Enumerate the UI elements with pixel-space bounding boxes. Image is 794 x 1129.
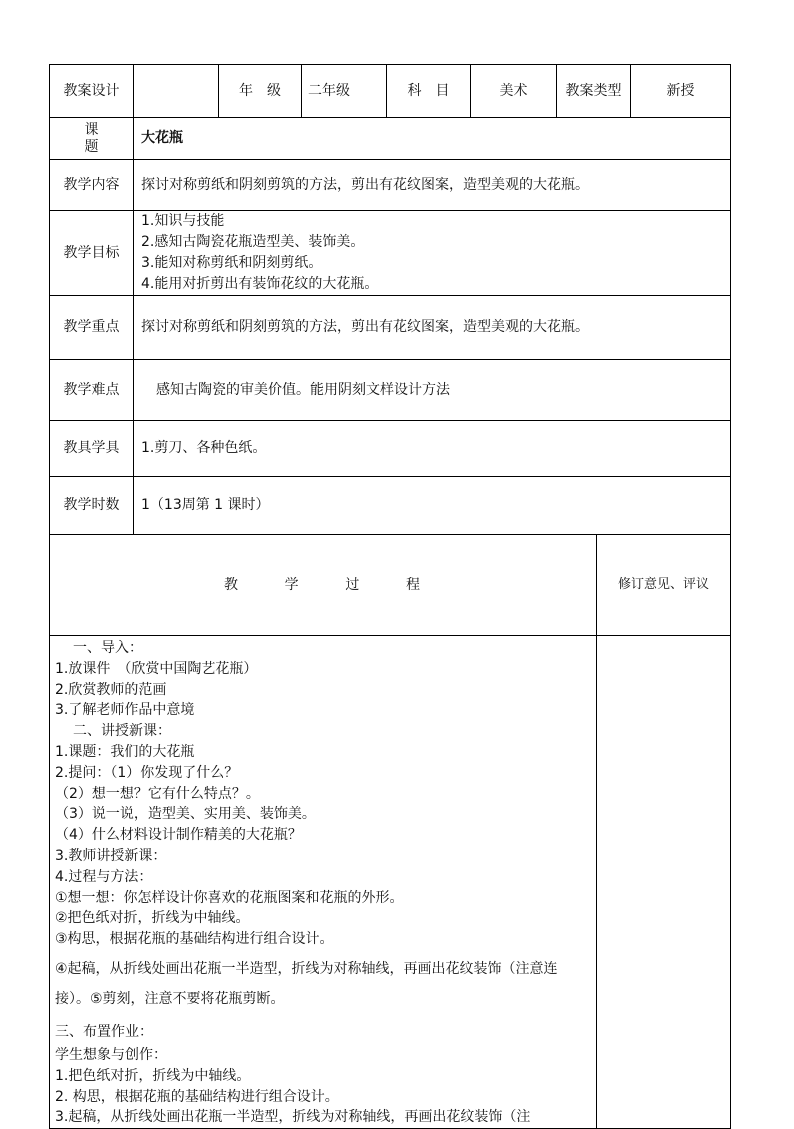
key-row (50, 296, 731, 360)
hours-row (50, 477, 731, 535)
goals-label: 教学目标 (50, 211, 134, 296)
difficulty-label: 教学难点 (50, 360, 134, 421)
process-line: 1.放课件 （欣赏中国陶艺花瓶） (55, 660, 258, 677)
process-line: 2.提问：（1）你发现了什么？ (55, 764, 239, 781)
process-line: 1.课题：我们的大花瓶 (55, 743, 195, 760)
difficulty-value: 感知古陶瓷的审美价值。能用阴刻文样设计方法 (134, 360, 731, 421)
process-heading-char: 程 (405, 576, 420, 593)
hours-value: 1（13周第 1 课时） (134, 477, 731, 535)
process-line: 2. 构思，根据花瓶的基础结构进行组合设计。 (55, 1088, 339, 1105)
process-line: 3.了解老师作品中意境 (55, 702, 195, 719)
tools-row (50, 421, 731, 477)
grade-value: 二年级 (302, 65, 387, 118)
process-line: 1.把色纸对折，折线为中轴线。 (55, 1067, 251, 1084)
difficulty-row (50, 360, 731, 421)
topic-label: 课 题 (84, 121, 127, 155)
remarks-label: 修订意见、评议 (597, 535, 731, 636)
process-heading-char: 学 (284, 576, 299, 593)
process-line: 3.起稿，从折线处画出花瓶一半造型，折线为对称轴线，再画出花纹装饰（注 (55, 1109, 531, 1126)
goal-item: 3.能知对称剪纸和阴刻剪纸。 (141, 255, 323, 271)
process-heading-cell (50, 535, 597, 636)
process-heading-char: 教 (224, 576, 238, 593)
process-line: ④起稿，从折线处画出花瓶一半造型，折线为对称轴线，再画出花纹装饰（注意连接）。⑤剪刻，注意不要将花瓶剪断。 (55, 960, 558, 1007)
goal-item: 2.感知古陶瓷花瓶造型美、装饰美。 (141, 234, 365, 250)
tools-value: 1.剪刀、各种色纸。 (134, 421, 731, 477)
remarks-body (597, 636, 731, 1129)
goals-list (134, 211, 731, 296)
process-line: 2.欣赏教师的范画 (55, 681, 167, 698)
grade-label-cell (219, 65, 302, 118)
goal-item: 4.能用对折剪出有装饰花纹的大花瓶。 (141, 276, 379, 292)
subject-value: 美术 (471, 65, 557, 118)
grade-label: 年 级 (239, 82, 281, 99)
process-line: （3）说一说，造型美、实用美、装饰美。 (55, 806, 316, 823)
process-line: 一、导入： (73, 640, 143, 656)
topic-row (50, 118, 731, 160)
type-cell (557, 65, 731, 118)
process-line: （2）想一想？它有什么特点？。 (55, 785, 260, 802)
process-heading-char: 过 (345, 576, 360, 593)
content-label: 教学内容 (50, 160, 134, 211)
goal-item: 1.知识与技能 (141, 213, 225, 229)
key-label: 教学重点 (50, 296, 134, 360)
process-line: 4.过程与方法： (55, 868, 153, 885)
process-heading (50, 577, 596, 594)
topic-label-cell (50, 118, 134, 160)
lesson-plan-table (49, 64, 731, 1129)
plan-value (134, 65, 219, 118)
subject-label: 科 目 (387, 65, 471, 118)
process-line: 二、讲授新课： (73, 723, 171, 740)
header-row (50, 65, 731, 118)
content-value: 探讨对称剪纸和阴刻剪筑的方法，剪出有花纹图案，造型美观的大花瓶。 (134, 160, 731, 211)
key-value: 探讨对称剪纸和阴刻剪筑的方法，剪出有花纹图案，造型美观的大花瓶。 (134, 296, 731, 360)
goals-row (50, 211, 731, 296)
topic-value: 大花瓶 (134, 118, 731, 160)
process-body-row (50, 636, 731, 1129)
process-line: ②把色纸对折，折线为中轴线。 (55, 910, 250, 927)
process-heading-row (50, 535, 731, 636)
type-label: 教案类型 (557, 65, 631, 117)
process-body (50, 636, 597, 1129)
type-value: 新授 (666, 82, 695, 99)
process-line: ③构思，根据花瓶的基础结构进行组合设计。 (55, 931, 334, 948)
process-line: 学生想象与创作： (55, 1046, 167, 1063)
tools-label: 教具学具 (50, 421, 134, 477)
content-row (50, 160, 731, 211)
process-line: 3.教师讲授新课： (55, 847, 167, 864)
process-line: （4）什么材料设计制作精美的大花瓶？ (55, 827, 302, 844)
process-line: ①想一想：你怎样设计你喜欢的花瓶图案和花瓶的外形。 (55, 889, 404, 906)
hours-label: 教学时数 (50, 477, 134, 535)
plan-label: 教案设计 (50, 65, 134, 118)
process-line: 三、布置作业： (55, 1023, 153, 1040)
